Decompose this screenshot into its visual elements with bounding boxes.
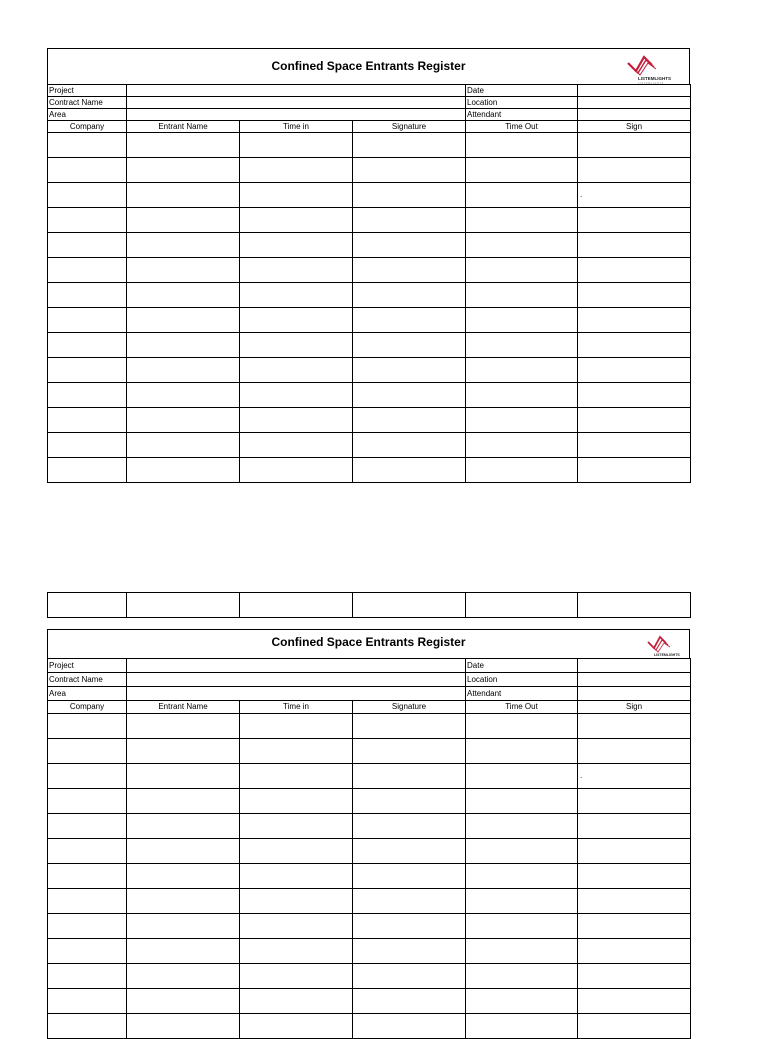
column-header-signature: Signature [353, 701, 466, 714]
time-out-cell[interactable] [466, 333, 578, 358]
column-header-time-out: Time Out [466, 121, 578, 133]
sign-cell[interactable] [578, 789, 691, 814]
signature-cell[interactable] [353, 158, 466, 183]
time-in-cell[interactable] [240, 739, 353, 764]
sign-cell[interactable] [578, 914, 691, 939]
time-out-cell[interactable] [466, 408, 578, 433]
time-in-cell[interactable] [240, 133, 353, 158]
stray-mark: . [580, 190, 583, 199]
time-in-cell[interactable] [240, 939, 353, 964]
contract-name-label: Contract Name [48, 97, 127, 109]
time-in-cell[interactable] [240, 864, 353, 889]
time-in-cell[interactable] [240, 283, 353, 308]
table-row [48, 739, 691, 764]
entrant-name-cell[interactable] [127, 383, 240, 408]
entry-rows [48, 714, 691, 1039]
time-out-cell[interactable] [466, 308, 578, 333]
stray-mark: . [580, 771, 583, 780]
info-row-project [48, 85, 691, 97]
signature-cell[interactable] [353, 408, 466, 433]
area-label: Area [48, 109, 127, 121]
table-row [48, 233, 691, 258]
time-out-cell[interactable] [466, 283, 578, 308]
company-cell[interactable] [48, 864, 127, 889]
time-in-cell[interactable] [240, 383, 353, 408]
time-in-cell[interactable] [240, 764, 353, 789]
time-out-cell[interactable] [466, 914, 578, 939]
column-header-row [48, 121, 691, 133]
sign-cell[interactable] [578, 889, 691, 914]
info-row-area [48, 109, 691, 121]
sign-cell[interactable] [578, 458, 691, 483]
signature-cell[interactable] [353, 233, 466, 258]
entrant-name-cell[interactable] [127, 1014, 240, 1039]
table-row [48, 383, 691, 408]
entrant-name-cell[interactable] [127, 764, 240, 789]
table-row [48, 358, 691, 383]
project-label: Project [48, 85, 127, 97]
sign-cell[interactable] [578, 208, 691, 233]
table-row [48, 864, 691, 889]
table-row [48, 1014, 691, 1039]
table-row [48, 964, 691, 989]
column-header-sign: Sign [578, 701, 691, 714]
time-out-cell[interactable] [466, 458, 578, 483]
signature-cell[interactable] [353, 593, 466, 618]
entrant-name-cell[interactable] [127, 433, 240, 458]
entrant-name-cell[interactable] [127, 964, 240, 989]
contract-name-label: Contract Name [48, 673, 127, 687]
table-row [48, 258, 691, 283]
company-cell[interactable] [48, 458, 127, 483]
column-header-company: Company [48, 701, 127, 714]
sign-cell[interactable] [578, 308, 691, 333]
date-label: Date [466, 85, 578, 97]
company-cell[interactable] [48, 233, 127, 258]
time-in-cell[interactable] [240, 839, 353, 864]
table-row [48, 714, 691, 739]
signature-cell[interactable] [353, 358, 466, 383]
table-row [48, 158, 691, 183]
time-out-cell[interactable] [466, 233, 578, 258]
table-row [48, 889, 691, 914]
table-row [48, 408, 691, 433]
time-out-cell[interactable] [466, 208, 578, 233]
time-in-cell[interactable] [240, 158, 353, 183]
project-field[interactable] [127, 659, 466, 673]
time-out-cell[interactable] [466, 964, 578, 989]
entrant-name-cell[interactable] [127, 283, 240, 308]
company-cell[interactable] [48, 383, 127, 408]
column-header-time-out: Time Out [466, 701, 578, 714]
signature-cell[interactable] [353, 1014, 466, 1039]
register-title: Confined Space Entrants Register [271, 59, 466, 73]
sign-cell[interactable] [578, 433, 691, 458]
sign-cell[interactable] [578, 258, 691, 283]
time-in-cell[interactable] [240, 593, 353, 618]
signature-cell[interactable] [353, 814, 466, 839]
time-out-cell[interactable] [466, 358, 578, 383]
signature-cell[interactable] [353, 333, 466, 358]
entrant-name-cell[interactable] [127, 714, 240, 739]
time-out-cell[interactable] [466, 939, 578, 964]
company-cell[interactable] [48, 408, 127, 433]
sign-cell[interactable] [578, 964, 691, 989]
sign-cell[interactable] [578, 133, 691, 158]
time-in-cell[interactable] [240, 358, 353, 383]
company-cell[interactable] [48, 158, 127, 183]
sign-cell[interactable] [578, 989, 691, 1014]
entrant-name-cell[interactable] [127, 183, 240, 208]
logo-brand-text: LISTEMLIGHTS [638, 76, 671, 81]
sign-cell[interactable] [578, 764, 691, 789]
sign-cell[interactable] [578, 739, 691, 764]
table-row [48, 208, 691, 233]
entrant-name-cell[interactable] [127, 333, 240, 358]
table-row [48, 989, 691, 1014]
time-out-cell[interactable] [466, 739, 578, 764]
company-cell[interactable] [48, 939, 127, 964]
time-in-cell[interactable] [240, 964, 353, 989]
entrant-name-cell[interactable] [127, 233, 240, 258]
signature-cell[interactable] [353, 939, 466, 964]
location-field[interactable] [578, 673, 691, 687]
attendant-label: Attendant [466, 109, 578, 121]
company-cell[interactable] [48, 183, 127, 208]
company-logo [644, 632, 684, 658]
company-cell[interactable] [48, 714, 127, 739]
entrant-name-cell[interactable] [127, 814, 240, 839]
time-in-cell[interactable] [240, 308, 353, 333]
location-field[interactable] [578, 97, 691, 109]
time-out-cell[interactable] [466, 789, 578, 814]
company-cell[interactable] [48, 789, 127, 814]
signature-cell[interactable] [353, 433, 466, 458]
time-in-cell[interactable] [240, 889, 353, 914]
signature-cell[interactable] [353, 789, 466, 814]
company-cell[interactable] [48, 433, 127, 458]
sign-cell[interactable] [578, 383, 691, 408]
sign-cell[interactable] [578, 593, 691, 618]
company-cell[interactable] [48, 964, 127, 989]
table-row [48, 433, 691, 458]
company-cell[interactable] [48, 839, 127, 864]
table-row [48, 133, 691, 158]
register-title: Confined Space Entrants Register [271, 635, 466, 649]
entrant-name-cell[interactable] [127, 133, 240, 158]
date-label: Date [466, 659, 578, 673]
register-table-1 [47, 84, 691, 483]
sign-cell[interactable] [578, 839, 691, 864]
time-in-cell[interactable] [240, 408, 353, 433]
signature-cell[interactable] [353, 308, 466, 333]
time-in-cell[interactable] [240, 1014, 353, 1039]
entrant-name-cell[interactable] [127, 358, 240, 383]
sign-cell[interactable] [578, 1014, 691, 1039]
signature-cell[interactable] [353, 864, 466, 889]
company-cell[interactable] [48, 914, 127, 939]
column-header-signature: Signature [353, 121, 466, 133]
column-header-sign: Sign [578, 121, 691, 133]
time-out-cell[interactable] [466, 593, 578, 618]
entrant-name-cell[interactable] [127, 593, 240, 618]
company-cell[interactable] [48, 1014, 127, 1039]
sign-cell[interactable] [578, 158, 691, 183]
company-cell[interactable] [48, 133, 127, 158]
signature-cell[interactable] [353, 739, 466, 764]
entrant-name-cell[interactable] [127, 458, 240, 483]
entrant-name-cell[interactable] [127, 989, 240, 1014]
table-row [48, 939, 691, 964]
company-cell[interactable] [48, 333, 127, 358]
date-field[interactable] [578, 85, 691, 97]
time-out-cell[interactable] [466, 839, 578, 864]
column-header-time-in: Time in [240, 121, 353, 133]
entrant-name-cell[interactable] [127, 408, 240, 433]
entrant-name-cell[interactable] [127, 889, 240, 914]
project-field[interactable] [127, 85, 466, 97]
table-row [48, 593, 691, 618]
entrant-name-cell[interactable] [127, 308, 240, 333]
sign-cell[interactable] [578, 814, 691, 839]
info-row-contract [48, 97, 691, 109]
entrant-name-cell[interactable] [127, 739, 240, 764]
info-row-area [48, 687, 691, 701]
signature-cell[interactable] [353, 458, 466, 483]
logo-tagline-text: L I S T E M L I G H T S [638, 82, 664, 84]
signature-cell[interactable] [353, 764, 466, 789]
time-out-cell[interactable] [466, 889, 578, 914]
time-in-cell[interactable] [240, 433, 353, 458]
sign-cell[interactable] [578, 714, 691, 739]
time-in-cell[interactable] [240, 914, 353, 939]
column-header-time-in: Time in [240, 701, 353, 714]
company-cell[interactable] [48, 764, 127, 789]
project-label: Project [48, 659, 127, 673]
table-row [48, 458, 691, 483]
entry-rows [48, 133, 691, 483]
sign-cell[interactable] [578, 939, 691, 964]
logo-brand-text: LISTEMLIGHTS [654, 653, 680, 657]
sign-cell[interactable] [578, 358, 691, 383]
time-in-cell[interactable] [240, 458, 353, 483]
company-cell[interactable] [48, 283, 127, 308]
signature-cell[interactable] [353, 964, 466, 989]
table-row [48, 333, 691, 358]
time-in-cell[interactable] [240, 208, 353, 233]
time-out-cell[interactable] [466, 864, 578, 889]
table-row [48, 914, 691, 939]
contract-name-field[interactable] [127, 673, 466, 687]
company-cell[interactable] [48, 308, 127, 333]
company-cell[interactable] [48, 358, 127, 383]
time-out-cell[interactable] [466, 1014, 578, 1039]
company-cell[interactable] [48, 593, 127, 618]
time-out-cell[interactable] [466, 764, 578, 789]
time-in-cell[interactable] [240, 989, 353, 1014]
signature-cell[interactable] [353, 283, 466, 308]
signature-cell[interactable] [353, 208, 466, 233]
column-header-entrant-name: Entrant Name [127, 701, 240, 714]
table-row [48, 814, 691, 839]
time-out-cell[interactable] [466, 258, 578, 283]
company-cell[interactable] [48, 739, 127, 764]
sign-cell[interactable] [578, 283, 691, 308]
entrant-name-cell[interactable] [127, 789, 240, 814]
signature-cell[interactable] [353, 914, 466, 939]
register-header-2 [47, 629, 690, 659]
time-in-cell[interactable] [240, 183, 353, 208]
info-row-contract [48, 673, 691, 687]
location-label: Location [466, 673, 578, 687]
time-out-cell[interactable] [466, 183, 578, 208]
time-in-cell[interactable] [240, 333, 353, 358]
company-cell[interactable] [48, 208, 127, 233]
signature-cell[interactable] [353, 714, 466, 739]
company-cell[interactable] [48, 814, 127, 839]
info-row-project [48, 659, 691, 673]
stray-entry-row-table [47, 592, 691, 618]
time-in-cell[interactable] [240, 714, 353, 739]
table-row [48, 308, 691, 333]
time-out-cell[interactable] [466, 158, 578, 183]
attendant-label: Attendant [466, 687, 578, 701]
area-label: Area [48, 687, 127, 701]
signature-cell[interactable] [353, 258, 466, 283]
table-row [48, 183, 691, 208]
company-logo [622, 51, 690, 84]
time-out-cell[interactable] [466, 814, 578, 839]
attendant-field[interactable] [578, 687, 691, 701]
table-row [48, 789, 691, 814]
entrant-name-cell[interactable] [127, 914, 240, 939]
register-header-1 [47, 48, 690, 85]
entrant-name-cell[interactable] [127, 864, 240, 889]
entrant-name-cell[interactable] [127, 258, 240, 283]
signature-cell[interactable] [353, 889, 466, 914]
date-field[interactable] [578, 659, 691, 673]
table-row [48, 283, 691, 308]
column-header-row [48, 701, 691, 714]
signature-cell[interactable] [353, 133, 466, 158]
contract-name-field[interactable] [127, 97, 466, 109]
table-row [48, 764, 691, 789]
time-out-cell[interactable] [466, 989, 578, 1014]
signature-cell[interactable] [353, 183, 466, 208]
time-in-cell[interactable] [240, 258, 353, 283]
time-out-cell[interactable] [466, 433, 578, 458]
sign-cell[interactable] [578, 333, 691, 358]
table-row [48, 839, 691, 864]
entrant-name-cell[interactable] [127, 208, 240, 233]
register-table-2 [47, 658, 691, 1039]
time-out-cell[interactable] [466, 383, 578, 408]
area-field[interactable] [127, 109, 466, 121]
signature-cell[interactable] [353, 383, 466, 408]
location-label: Location [466, 97, 578, 109]
area-field[interactable] [127, 687, 466, 701]
time-in-cell[interactable] [240, 233, 353, 258]
company-cell[interactable] [48, 258, 127, 283]
entrant-name-cell[interactable] [127, 939, 240, 964]
company-cell[interactable] [48, 889, 127, 914]
column-header-entrant-name: Entrant Name [127, 121, 240, 133]
time-in-cell[interactable] [240, 789, 353, 814]
entrant-name-cell[interactable] [127, 839, 240, 864]
time-out-cell[interactable] [466, 714, 578, 739]
attendant-field[interactable] [578, 109, 691, 121]
sign-cell[interactable] [578, 233, 691, 258]
time-in-cell[interactable] [240, 814, 353, 839]
sign-cell[interactable] [578, 864, 691, 889]
signature-cell[interactable] [353, 989, 466, 1014]
company-cell[interactable] [48, 989, 127, 1014]
entrant-name-cell[interactable] [127, 158, 240, 183]
sign-cell[interactable] [578, 183, 691, 208]
time-out-cell[interactable] [466, 133, 578, 158]
signature-cell[interactable] [353, 839, 466, 864]
sign-cell[interactable] [578, 408, 691, 433]
column-header-company: Company [48, 121, 127, 133]
